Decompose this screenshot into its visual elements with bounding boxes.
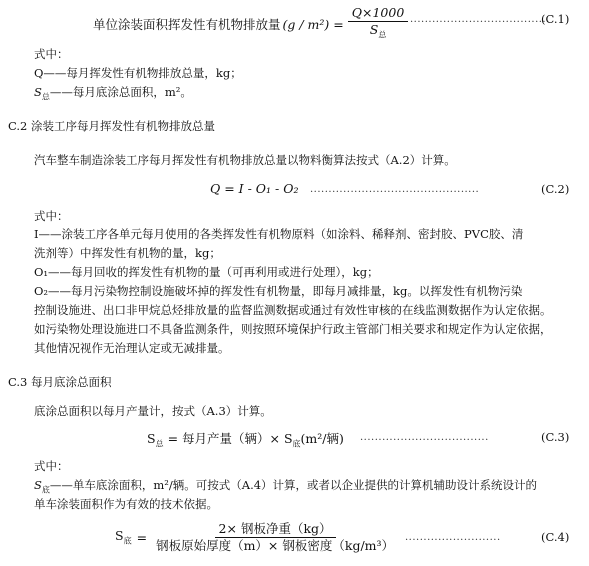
- formula-c4-fraction: [152, 522, 398, 553]
- c3-intro: 底涂总面积以每月产量计，按式（A.3）计算。: [34, 404, 272, 418]
- formula-c4-denominator: 钢板原始厚度（m）× 钢板密度（kg/m³）: [156, 537, 395, 553]
- c2-where-label: 式中：: [34, 209, 69, 223]
- c1-s-definition: $S_总——$每月底涂总面积，m²。: [34, 85, 192, 102]
- formula-c1-tag: (C.1): [541, 12, 570, 26]
- section-c3-heading: C.3 每月底涂总面积: [8, 375, 112, 389]
- formula-c1-dots: ......................................: [410, 14, 550, 25]
- c2-o2-line2: 控制设施进、出口非甲烷总烃排放量的监督监测数据或通过有效性审核的在线监测数据作为认定依据。: [34, 303, 552, 317]
- formula-c2: Q = I - O₁ - O₂: [210, 181, 299, 196]
- formula-c4-numerator: 2× 钢板净重（kg）: [215, 522, 336, 538]
- c3-s-line1: $S_底——$单车底涂面积，m²/辆。可按式（A.4）计算，或者以企业提供的计算机辅助设计系统设计的: [34, 478, 538, 495]
- c2-intro: 汽车整车制造涂装工序每月挥发性有机物排放总量以物料衡算法按式（A.2）计算。: [34, 153, 456, 167]
- formula-c1: [93, 4, 408, 44]
- formula-c4-lhs: $S_底$: [115, 527, 132, 546]
- formula-c3-dots: ...................................: [360, 432, 489, 443]
- formula-c3-tag: (C.3): [541, 430, 570, 444]
- formula-c1-numerator: Q×1000: [348, 6, 409, 22]
- formula-c1-unit: (g / m²) =: [282, 16, 344, 32]
- formula-c1-lhs: 单位涂装面积挥发性有机物排放量: [93, 17, 281, 32]
- section-c2-heading: C.2 涂装工序每月挥发性有机物排放总量: [8, 119, 216, 133]
- formula-c1-denominator: $S_总$: [369, 21, 387, 40]
- formula-c4: $S_底$ = $\frac{\text{2× 钢板净重（kg）}}{\text{钢板原始厚度（m）× 钢板密度（kg/m³）}}$: [115, 516, 398, 558]
- c3-s-line2: 单车涂装面积作为有效的技术依据。: [34, 497, 218, 511]
- formula-c2-tag: (C.2): [541, 182, 570, 196]
- c2-o2-line4: 其他情况视作无治理认定或无减排量。: [34, 341, 230, 355]
- formula-c2-dots: ..............................................: [310, 184, 480, 195]
- c2-i-line1: I——涂装工序各单元每月使用的各类挥发性有机物原料（如涂料、稀释剂、密封胶、PVC胶、清: [34, 227, 524, 241]
- c2-i-line2: 洗剂等）中挥发性有机物的量，kg；: [34, 246, 221, 260]
- formula-c3: $S_总$ = 每月产量（辆）× $S_底(m^2/$辆): [147, 431, 344, 449]
- c2-o2-line3: 如污染物处理设施进口不具备监测条件，则按照环境保护行政主管部门相关要求和规定作为认定依据，: [34, 322, 552, 336]
- c2-o1-definition: O₁——每月回收的挥发性有机物的量（可再利用或进行处理），kg；: [34, 265, 379, 279]
- formula-c4-tag: (C.4): [541, 530, 570, 544]
- c3-where-label: 式中：: [34, 459, 69, 473]
- formula-c1-fraction: [348, 6, 409, 43]
- c1-where-label: 式中：: [34, 47, 69, 61]
- c2-o2-line1: O₂——每月污染物控制设施破坏掉的挥发性有机物量，即每月减排量，kg。以挥发性有机物污染: [34, 284, 523, 298]
- formula-c4-dots: ..........................: [405, 532, 501, 543]
- c1-q-definition: Q——每月挥发性有机物排放总量，kg；: [34, 66, 242, 80]
